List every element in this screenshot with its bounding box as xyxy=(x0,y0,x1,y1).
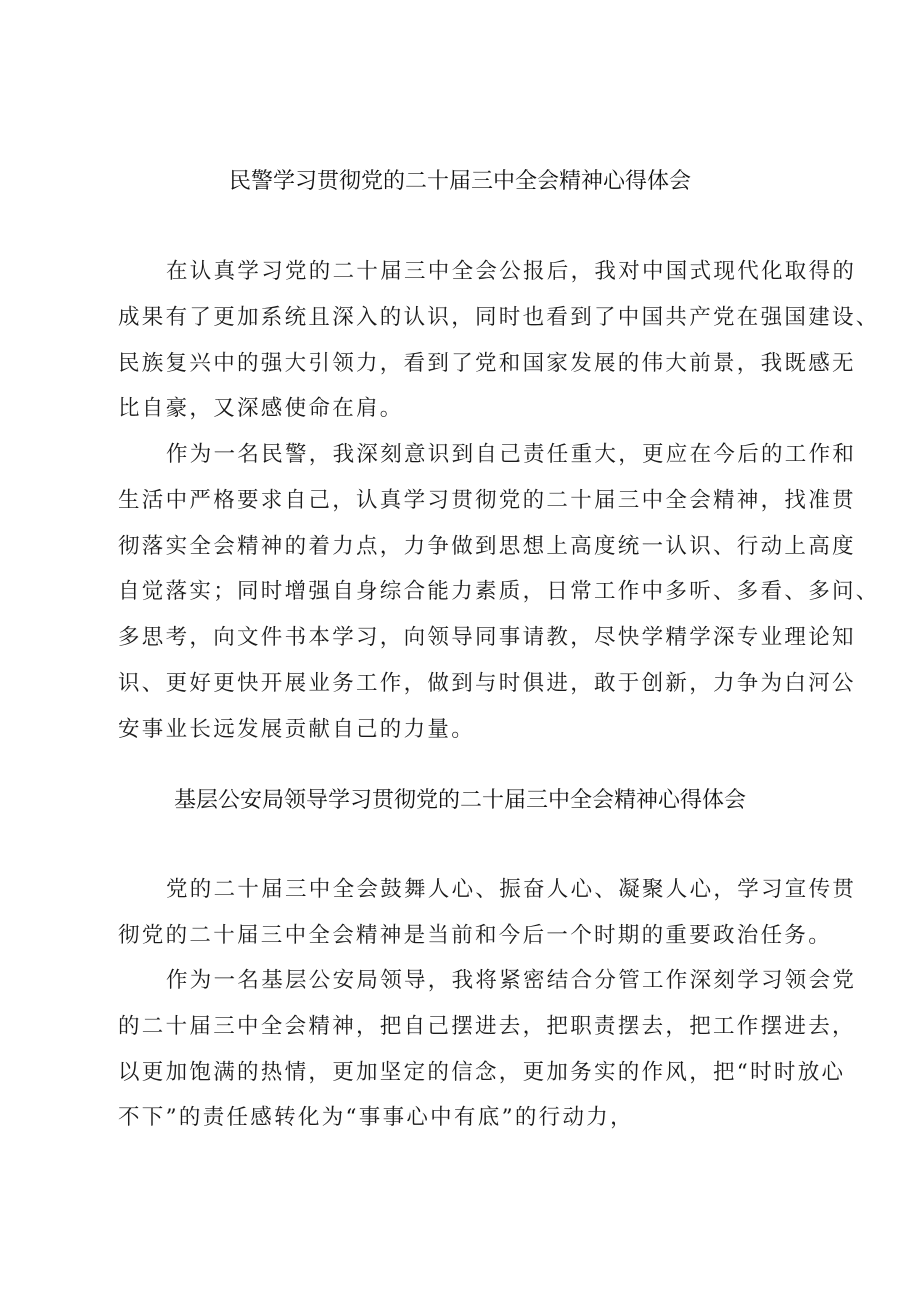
paragraph-line: 比自豪，又深感使命在肩。 xyxy=(118,396,404,422)
paragraph-line: 生活中严格要求自己，认真学习贯彻党的二十届三中全会精神，找准贯 xyxy=(118,487,856,513)
paragraph-line: 多思考，向文件书本学习，向领导同事请教，尽快学精学深专业理论知 xyxy=(118,625,856,651)
paragraph-line: 以更加饱满的热情，更加坚定的信念，更加务实的作风，把“时时放心 xyxy=(118,1059,846,1085)
section-2-paragraph-2 xyxy=(118,958,857,1141)
paragraph-line: 作为一名民警，我深刻意识到自己责任重大，更应在今后的工作和 xyxy=(166,442,857,467)
paragraph-line: 党的二十届三中全会鼓舞人心、振奋人心、凝聚人心，学习宣传贯 xyxy=(166,877,857,902)
paragraph-line: 不下”的责任感转化为“事事心中有底”的行动力， xyxy=(118,1105,634,1131)
paragraph-line: 彻落实全会精神的着力点，力争做到思想上高度统一认识、行动上高度 xyxy=(118,533,856,559)
paragraph-line: 自觉落实；同时增强自身综合能力素质，日常工作中多听、多看、多问、 xyxy=(118,579,880,605)
section-title-1: 民警学习贯彻党的二十届三中全会精神心得体会 xyxy=(228,169,691,194)
section-2-paragraph-1 xyxy=(118,867,857,959)
paragraph-line: 彻党的二十届三中全会精神是当前和今后一个时期的重要政治任务。 xyxy=(118,922,833,948)
paragraph-line: 的二十届三中全会精神，把自己摆进去，把职责摆去，把工作摆进去， xyxy=(118,1013,856,1039)
section-1-paragraph-1 xyxy=(118,249,880,432)
section-1-paragraph-2 xyxy=(118,432,880,753)
paragraph-line: 识、更好更快开展业务工作，做到与时俱进，敢于创新，力争为白河公 xyxy=(118,670,856,696)
paragraph-line: 成果有了更加系统且深入的认识，同时也看到了中国共产党在强国建设、 xyxy=(118,304,880,330)
paragraph-line: 安事业长远发展贡献自己的力量。 xyxy=(118,716,476,742)
paragraph-line: 民族复兴中的强大引领力，看到了党和国家发展的伟大前景，我既感无 xyxy=(118,350,856,376)
paragraph-line: 在认真学习党的二十届三中全会公报后，我对中国式现代化取得的 xyxy=(166,259,857,284)
paragraph-line: 作为一名基层公安局领导，我将紧密结合分管工作深刻学习领会党 xyxy=(166,968,857,993)
section-title-2: 基层公安局领导学习贯彻党的二十届三中全会精神心得体会 xyxy=(173,788,746,813)
